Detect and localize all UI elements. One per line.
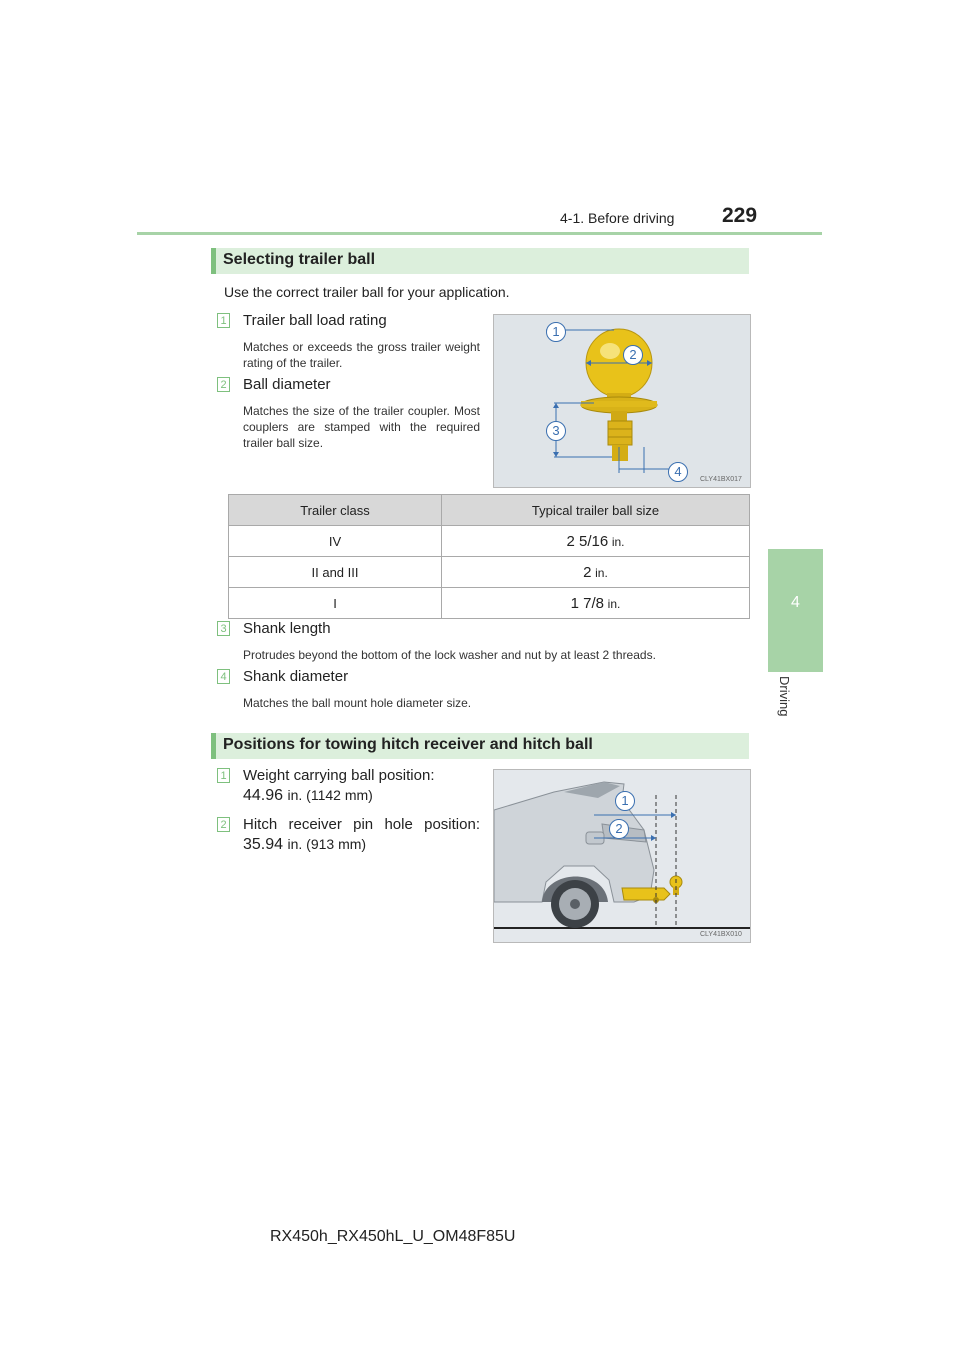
table-row <box>229 557 750 588</box>
section-heading-trailer-ball <box>211 248 749 274</box>
item-number-badge: 2 <box>217 817 230 832</box>
chapter-tab-label <box>778 676 792 736</box>
section-heading-text: Positions for towing hitch receiver and hitch ball <box>223 736 593 753</box>
trailer-ball-illustration <box>494 315 750 487</box>
table-header-cell: Typical trailer ball size <box>442 495 750 526</box>
table-cell-class: I <box>229 588 442 619</box>
item-description: Matches the ball mount hole diameter size. <box>243 696 472 710</box>
callout-2: 2 <box>609 819 629 839</box>
size-unit: in. <box>611 534 625 549</box>
table-cell-class: II and III <box>229 557 442 588</box>
item-number-badge: 1 <box>217 313 230 328</box>
running-header-section: 4-1. Before driving <box>560 210 675 226</box>
figure-code: CLY41BX010 <box>700 931 742 938</box>
trailer-ball-size-table <box>228 494 750 619</box>
position-unit: in. (913 mm) <box>287 836 367 852</box>
table-cell-class: IV <box>229 526 442 557</box>
size-value: 2 <box>583 563 592 581</box>
item-number-badge: 2 <box>217 377 230 392</box>
table-cell-size <box>442 526 750 557</box>
footer-model-code: RX450h_RX450hL_U_OM48F85U <box>270 1228 516 1245</box>
item-title: Trailer ball load rating <box>243 312 387 329</box>
header-rule <box>137 232 822 235</box>
callout-1: 1 <box>615 791 635 811</box>
position-unit: in. (1142 mm) <box>287 787 373 803</box>
page-number: 229 <box>722 204 758 227</box>
table-header-row <box>229 495 750 526</box>
item-number-badge: 1 <box>217 768 230 783</box>
size-unit: in. <box>607 596 621 611</box>
position-value: 44.96 <box>243 787 284 804</box>
item-number-badge: 3 <box>217 621 230 636</box>
chapter-tab-label-text: Driving <box>777 676 792 717</box>
table-row <box>229 526 750 557</box>
size-value: 1 7/8 <box>570 594 605 612</box>
position-value-line <box>243 836 366 854</box>
callout-2: 2 <box>623 345 643 365</box>
item-title: Hitch receiver pin hole position: <box>243 816 480 833</box>
item-description: Matches or exceeds the gross trailer weight rating of the trailer. <box>243 340 480 370</box>
item-title: Weight carrying ball position: <box>243 767 435 784</box>
size-value: 2 5/16 <box>566 532 609 550</box>
figure-code: CLY41BX017 <box>700 476 742 483</box>
table-row <box>229 588 750 619</box>
section-heading-accent <box>211 248 216 274</box>
item-description: Protrudes beyond the bottom of the lock washer and nut by at least 2 threads. <box>243 648 656 662</box>
section-heading-accent <box>211 733 216 759</box>
position-value: 35.94 <box>243 836 284 853</box>
trailer-ball-figure <box>493 314 751 488</box>
item-number-badge: 4 <box>217 669 230 684</box>
section-intro: Use the correct trailer ball for your application. <box>224 284 510 300</box>
callout-1: 1 <box>546 322 566 342</box>
section-heading-hitch-positions <box>211 733 749 759</box>
item-title: Shank length <box>243 620 331 637</box>
chapter-tab-number: 4 <box>791 594 800 611</box>
hitch-position-figure <box>493 769 751 943</box>
item-description: Matches the size of the trailer coupler. Most couplers are stamped with the required trailer ball size. <box>243 404 480 450</box>
item-title: Ball diameter <box>243 376 331 393</box>
table-header-cell: Trailer class <box>229 495 442 526</box>
callout-3: 3 <box>546 421 566 441</box>
section-heading-text: Selecting trailer ball <box>223 251 376 268</box>
table-cell-size <box>442 588 750 619</box>
callout-4: 4 <box>668 462 688 482</box>
table-cell-size <box>442 557 750 588</box>
item-title: Shank diameter <box>243 668 349 685</box>
size-unit: in. <box>595 565 608 580</box>
position-value-line <box>243 787 373 805</box>
